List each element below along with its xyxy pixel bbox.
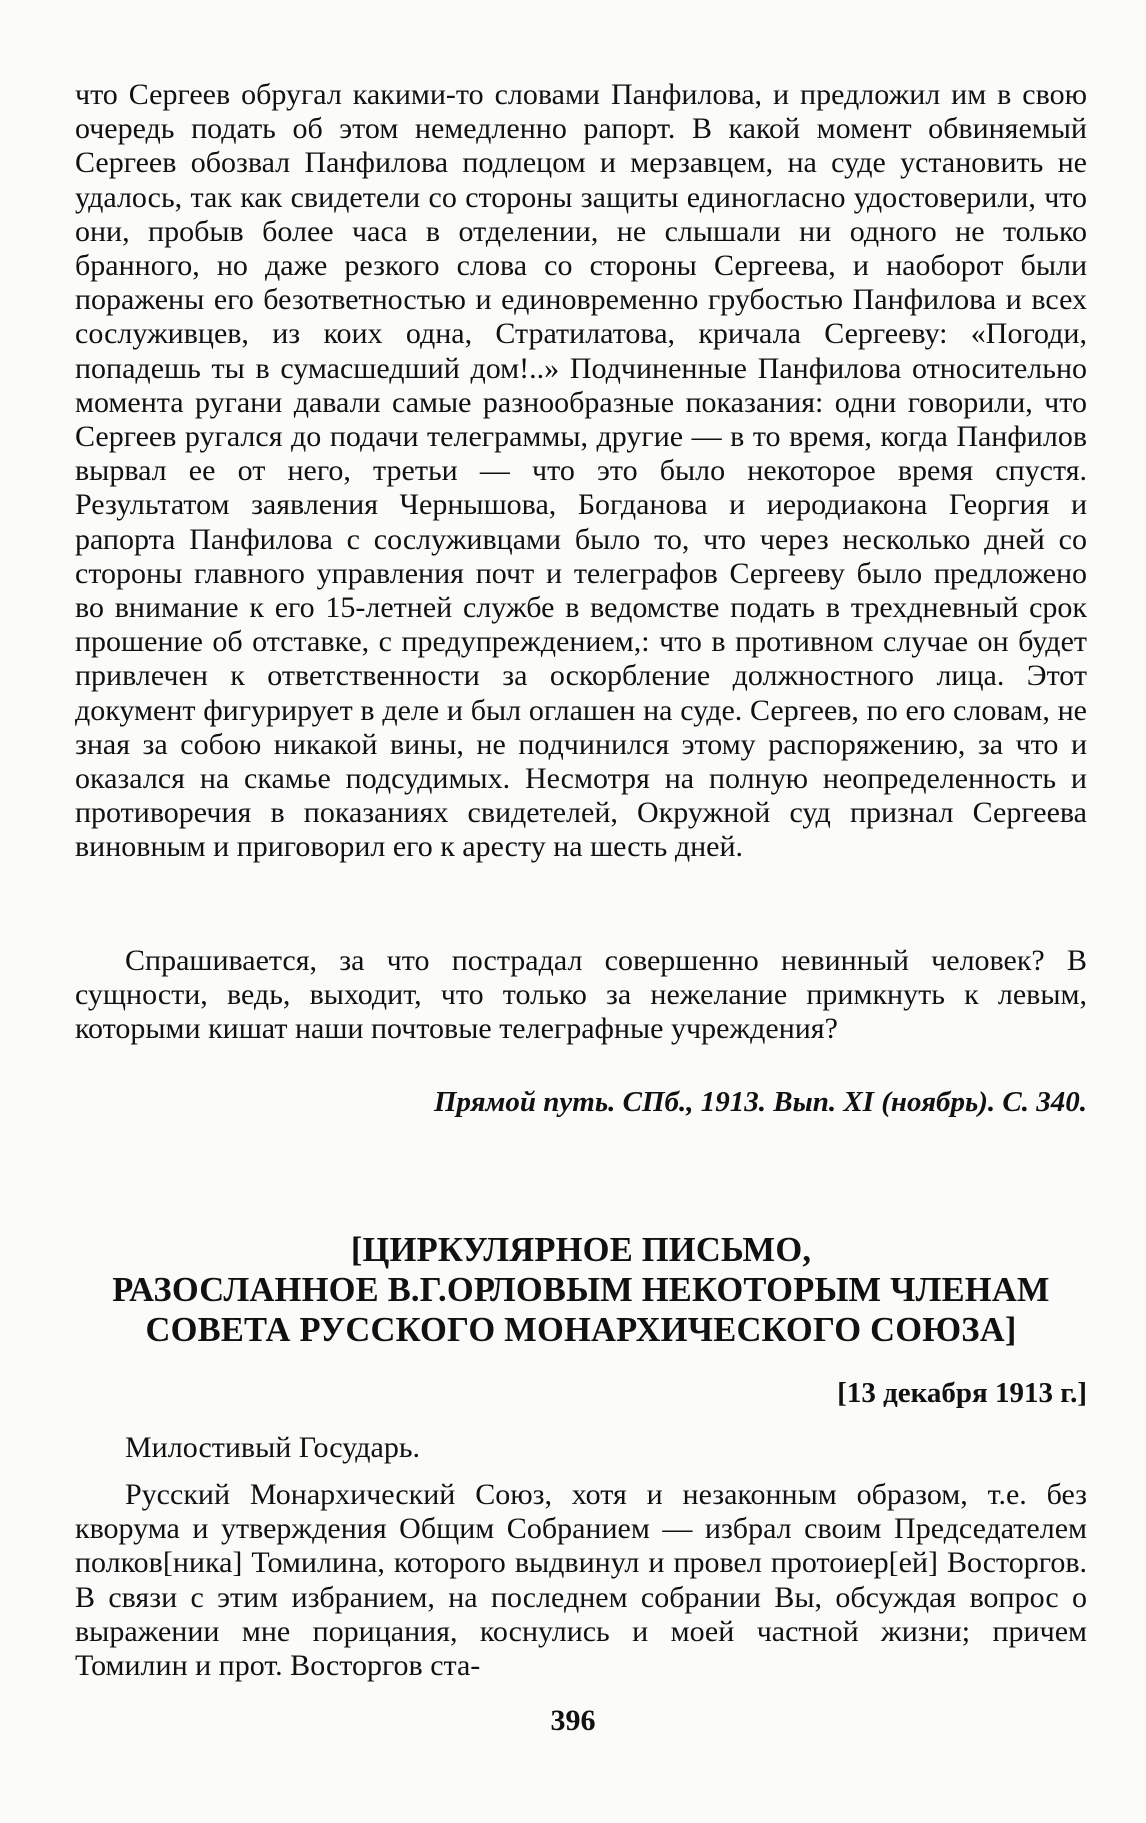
body-paragraph-2: Спрашивается, за что пострадал совершенно невинный человек? В сущности, ведь, выходит, что только за нежелание примкнуть к левым, которыми кишат наши почтовые телеграфные учреждения? [75, 944, 1087, 1046]
letter-body-paragraph: Русский Монархический Союз, хотя и незаконным образом, т.е. без кворума и утверждения Общим Собранием — избрал своим Председателем полков[ника] Томилина, которого выдвинул и провел протоиер[ей] Восторгов. В связи с этим избранием, на последнем собрании Вы, обсуждая вопрос о выражении мне порицания, коснулись и моей частной жизни; причем Томилин и прот. Восторгов ста- [75, 1478, 1087, 1683]
page-number: 396 [550, 1704, 596, 1737]
heading-line-1: [ЦИРКУЛЯРНОЕ ПИСЬМО, [350, 1231, 812, 1269]
document-heading [75, 1230, 1087, 1350]
heading-line-3: СОВЕТА РУССКОГО МОНАРХИЧЕСКОГО СОЮЗА] [145, 1311, 1017, 1349]
source-citation: Прямой путь. СПб., 1913. Вып. XI (ноябрь). С. 340. [433, 1086, 1087, 1118]
heading-line-2: РАЗОСЛАННОЕ В.Г.ОРЛОВЫМ НЕКОТОРЫМ ЧЛЕНАМ [112, 1271, 1050, 1309]
body-paragraph-1: что Сергеев обругал какими-то словами Панфилова, и предложил им в свою очередь подать об этом немедленно рапорт. В какой момент обвиняемый Сергеев обозвал Панфилова подлецом и мерзавцем, на суде установить не удалось, так как свидетели со стороны защиты единогласно удостоверили, что они, пробыв более часа в отделении, не слышали ни одного не только бранного, но даже резкого слова со стороны Сергеева, и наоборот были поражены его безответностью и единовременно грубостью Панфилова и всех сослуживцев, из коих одна, Стратилатова, кричала Сергееву: «Погоди, попадешь ты в сумасшедший дом!..» Подчиненные Панфилова относительно момента ругани давали самые разнообразные показания: одни говорили, что Сергеев ругался до подачи телеграммы, другие — в то время, когда Панфилов вырвал ее от него, третьи — что это было некоторое время спустя. Результатом заявления Чернышова, Богданова и иеродиакона Георгия и рапорта Панфилова с сослуживцами было то, что через несколько дней со стороны главного управления почт и телеграфов Сергееву было предложено во внимание к его 15-летней службе в ведомстве подать в трехдневный срок прошение об отставке, с предупреждением,: что в противном случае он будет привлечен к ответственности за оскорбление должностного лица. Этот документ фигурирует в деле и был оглашен на суде. Сергеев, по его словам, не зная за собою никакой вины, не подчинился этому распоряжению, за что и оказался на скамье подсудимых. Несмотря на полную неопределенность и противоречия в показаниях свидетелей, Окружной суд признал Сергеева виновным и приговорил его к аресту на шесть дней. [75, 78, 1087, 864]
letter-greeting: Милостивый Государь. [125, 1431, 421, 1464]
document-date: [13 декабря 1913 г.] [837, 1377, 1087, 1409]
